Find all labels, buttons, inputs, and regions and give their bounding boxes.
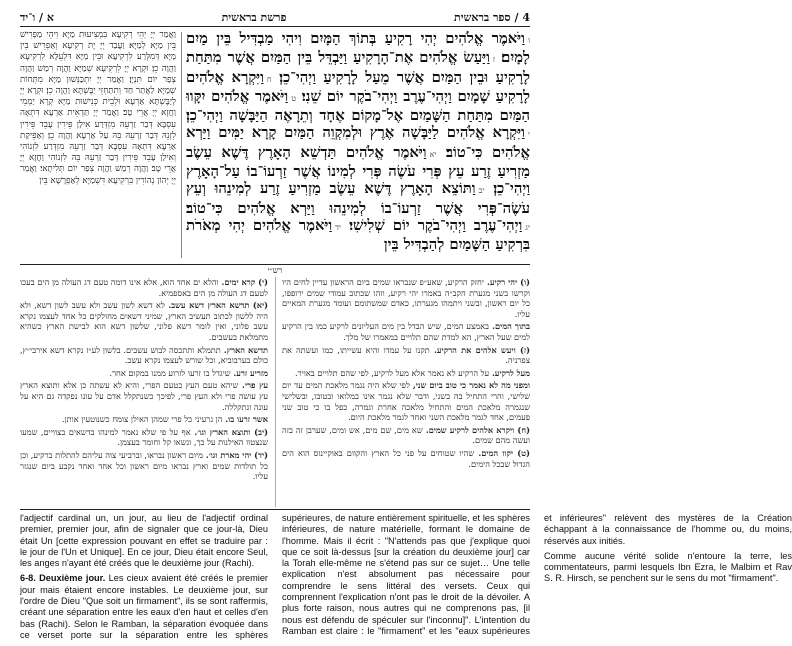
torah-text bbox=[186, 30, 530, 262]
verse-text: וַיֹּאמֶר אֱלֹהִים יִקָּווּ הַמַּיִם מִתַּחַת הַשָּׁמַיִם אֶל־מָקוֹם אֶחָד וְתֵרָאֶה הַיַּבָּשָׁה וַיְהִי־כֵן׃ bbox=[186, 87, 530, 125]
verse-number: יד bbox=[335, 222, 342, 232]
rashi-commentary bbox=[20, 277, 530, 507]
verse-text: וַתּוֹצֵא הָאָרֶץ דֶּשֶׁא עֵשֶׂב מַזְרִיעַ זֶרַע לְמִינֵהוּ וְעֵץ עֹשֶׂה־פְּרִי אֲשֶׁר זַרְעוֹ־בוֹ לְמִינֵהוּ וַיַּרְא אֱלֹהִים כִּי־טוֹב׃ bbox=[186, 180, 530, 217]
rashi-entry bbox=[20, 380, 268, 412]
verse-number: ז bbox=[492, 55, 496, 65]
verse-number: ח bbox=[266, 74, 272, 84]
rashi-entry bbox=[20, 368, 268, 379]
french-paragraph bbox=[544, 551, 792, 585]
rashi-lemma: (י) קרא ימים. bbox=[218, 277, 268, 287]
rashi-entry bbox=[282, 277, 530, 319]
rashi-lemma: (יא) תדשא הארץ דשא עשב. bbox=[164, 300, 268, 311]
rashi-title: רש״י bbox=[20, 264, 530, 277]
targum-column bbox=[20, 30, 176, 262]
verse-text: וַיִּקְרָא אֱלֹהִים לַיַּבָּשָׁה אֶרֶץ וּלְמִקְוֵה הַמַּיִם קָרָא יַמִּים וַיַּרְא אֱלֹהִים כִּי־טוֹב׃ bbox=[186, 124, 530, 161]
rashi-lemma: (ח) ויקרא אלהים לרקיע שמים. bbox=[422, 424, 530, 435]
rashi-text: שיגדל בו זרעו לזרוע ממנו במקום אחר. bbox=[109, 367, 231, 378]
running-header bbox=[20, 8, 530, 27]
rashi-text: באמצע המים, שיש הבדל בין מים העליונים לרקיע כמו בין הרקיע למים שעל הארץ, הא למדת שהם תלויים במאמרו של מלך. bbox=[282, 321, 530, 342]
rashi-text: על הרקיע לא נאמר אלא מעל לרקיע, לפי שהם תלויים באויר. bbox=[295, 367, 490, 378]
rashi-entry bbox=[282, 380, 530, 422]
verse-number: י bbox=[527, 130, 530, 140]
rashi-text: לפי שלא היה נגמר מלאכת המים עד יום שלישי, והרי התחיל בה בשני, ודבר שלא נגמר אינו במלואו ובטובו, ובשלישי שנגמרה מלאכת המים והתחיל מלאכה אחרת וגמרה, כפל בו כי טוב שני פעמים, אחד לגמר מלאכת השני ואחד לגמר מלאכת היום. bbox=[282, 380, 530, 423]
torah-verse bbox=[341, 217, 530, 234]
french-heading: 6-8. Deuxième jour. bbox=[20, 573, 106, 584]
french-text: l'adjectif cardinal un, un jour, au lieu de l'adjectif ordinal premier, premier jour, afin de signaler que ce jour-là, Dieu était Un [cette expression pouvant en effet se traduire par : le jour de l'Un et Unique]. En ce jour, Dieu était encore Seul, les anges n'ayant été créés que le deuxième jour (Rachi). bbox=[20, 513, 268, 569]
targum-text: וַאֲמַר יְיָ יְהֵי רְקִיעָא בִּמְצִיעוּת מַיָּא וִיהֵי מַפְרִישׁ בֵּין מַיָּא לְמַיָּא׃ וַעֲבַד יְיָ יָת רְקִיעָא וְאַפְרֵישׁ בֵּין מַיָּא דְּמִלְּרַע לִרְקִיעָא וּבֵין מַיָּא דִּלְעֵלָּא לִרְקִיעָא וַהֲוָה כֵן׃ וּקְרָא יְיָ לִרְקִיעָא שְׁמַיָּא וַהֲוָה רְמַשׁ וַהֲוָה צְפַר יוֹם תִּנְיָן׃ וַאֲמַר יְיָ יִתְכַּנְּשׁוּן מַיָּא מִתְּחוֹת שְׁמַיָּא לַאֲתַר חַד וְתִתַחְזֵי יַבֶּשְׁתָּא וַהֲוָה כֵן׃ וּקְרָא יְיָ לְיַבֶּשְׁתָּא אַרְעָא וּלְבֵית כְּנִישׁוּת מַיָּא קְרָא יַמְמֵי וַחֲזָא יְיָ אֲרֵי טָב׃ וַאֲמַר יְיָ תַּדְאֵית אַרְעָא דִּתְאָה עִסְבָּא דְּבַר זַרְעֵהּ מִזְדְּרַע אִילַן פֵּירִין עָבֵד פֵּירִין לִזְנֵהּ דְּבַר זַרְעֵהּ בֵּהּ עַל אַרְעָא וַהֲוָה כֵן׃ וְאַפֵּיקַת אַרְעָא דִּתְאָה עִסְבָּא דְּבַר זַרְעֵהּ מִזְדְּרַע לִזְנוֹהִי וְאִילַן עָבֵד פֵּירִין דְּבַר זַרְעֵהּ בֵּהּ לִזְנוֹהִי וַחֲזָא יְיָ אֲרֵי טָב׃ וַהֲוָה רְמַשׁ וַהֲוָה צְפַר יוֹם תְּלִיתָאי׃ וַאֲמַר יְיָ יְהוֹן נְהוֹרִין בִּרְקִיעָא דִּשְׁמַיָּא לְאַפְרָשָׁא בֵּין bbox=[20, 30, 176, 186]
rashi-text: תתמלא ותתכסה לבוש עשבים. בלשון לע״ז נקרא דשא אירבי״ץ, כולם בערבוביא, וכל שורש לעצמו נקרא עשב. bbox=[20, 344, 268, 366]
verse-text: וַיִּקְרָא אֱלֹהִים לָרָקִיעַ שָׁמָיִם וַיְהִי־עֶרֶב וַיְהִי־בֹקֶר יוֹם שֵׁנִי׃ bbox=[186, 68, 531, 105]
rashi-entry bbox=[20, 427, 268, 448]
rashi-text: שהיו שטוחים על פני כל הארץ והקוום באוקיינוס הוא הים הגדול שבכל הימים. bbox=[282, 447, 530, 469]
rashi-text: הן גרעיני כל פרי שמהן האילן צומח כשנוטעין אותן. bbox=[61, 414, 223, 425]
header-book-title: 4 / ספר בראשית bbox=[454, 10, 530, 24]
rashi-lemma: אשר זרעו בו. bbox=[222, 414, 268, 425]
rashi-entry bbox=[20, 414, 268, 425]
verse-text: וַיֹּאמֶר אֱלֹהִים יְהִי מְאֹרֹת בִּרְקִיעַ הַשָּׁמַיִם לְהַבְדִּיל בֵּין bbox=[186, 216, 530, 254]
rashi-entry bbox=[20, 277, 268, 298]
verse-number: ט bbox=[291, 93, 297, 103]
rashi-text: אף על פי שלא נאמר למינהו בדשאים בצוויים, שמעו שנצטוו האילנות על כך, ונשאו קל וחומר בעצמן. bbox=[20, 426, 268, 448]
verse-number: יב bbox=[478, 186, 485, 196]
french-text: Comme aucune vérité solide n'entoure la terre, les commentateurs, parmi lesquels Ibn Ezra, le Malbim et Rav S. R. Hirsch, se penchent sur le sens du mot "firmament". bbox=[544, 550, 792, 584]
rashi-text: שיהא טעם העץ כטעם הפרי, והיא לא עשתה כן אלא ותוצא הארץ עץ עושה פרי ולא העץ פרי, לפיכך כשנתקלל אדם על עונו נפקדה גם היא על עונה ונתקללה. bbox=[20, 380, 268, 412]
rashi-entry bbox=[282, 448, 530, 469]
rashi-text: מיום ראשון נבראו, וברביעי צוה עליהם להתלות ברקיע, וכן כל תולדות שמים וארץ נבראו מיום ראשון וכל אחד ואחד נקבע ביום שנגזר עליו. bbox=[19, 449, 268, 482]
torah-verse bbox=[186, 180, 530, 216]
rashi-lemma: (ו) יהי רקיע. bbox=[484, 277, 530, 287]
rashi-lemma: (יב) ותוצא הארץ וגו׳. bbox=[190, 426, 268, 437]
rashi-lemma: תדשא הארץ. bbox=[220, 344, 268, 355]
rashi-entry bbox=[20, 300, 268, 342]
rashi-lemma: ומפני מה לא נאמר כי טוב ביום שני, bbox=[409, 380, 530, 391]
rashi-text: תקנו על עמדו והיא עשייתו, כמו ועשתה את צפרניה. bbox=[282, 344, 530, 366]
header-parsha-title: פרשת בראשית bbox=[221, 10, 287, 24]
rashi-lemma: עץ פרי. bbox=[238, 380, 268, 391]
rashi-entry bbox=[282, 368, 530, 379]
french-paragraph bbox=[20, 513, 268, 569]
verse-text: וַיְהִי־עֶרֶב וַיְהִי־בֹקֶר יוֹם שְׁלִישִׁי׃ bbox=[341, 216, 523, 234]
rashi-lemma: בתוך המים. bbox=[488, 321, 530, 332]
rashi-text: שא מים, שם מים, אש ומים, שערבן זה בזה ועשה מהם שמים. bbox=[282, 424, 530, 446]
rashi-entry bbox=[282, 321, 530, 342]
rashi-text: יחזק הרקיע, שאע״פ שנבראו שמים ביום הראשון עדיין לחים היו וקרשו בשני מגערת הקב״ה באמרו יהי רקיע, וזהו שכתוב עמודי שמים ירופפו, כל יום ראשון, ובשני ויתמהו מגערתו, כאדם שמשתומם ועומד מגערת המאיים עליו. bbox=[282, 277, 530, 319]
rashi-lemma: מעל לרקיע. bbox=[489, 367, 530, 378]
rashi-entry bbox=[20, 345, 268, 366]
section-divider bbox=[20, 509, 530, 510]
verse-text: וַיֹּאמֶר אֱלֹהִים יְהִי רָקִיעַ בְּתוֹךְ הַמָּיִם וִיהִי מַבְדִּיל בֵּין מַיִם לָמָיִם׃ bbox=[186, 30, 530, 67]
verse-number: יג bbox=[525, 222, 530, 232]
header-chapter-range: א / ו־יד bbox=[20, 10, 54, 24]
verse-text: וַיַּעַשׂ אֱלֹהִים אֶת־הָרָקִיעַ וַיַּבְדֵּל בֵּין הַמַּיִם אֲשֶׁר מִתַּחַת לָרָקִיעַ וּבֵין הַמַּיִם אֲשֶׁר מֵעַל לָרָקִיעַ וַיְהִי־כֵן׃ bbox=[186, 49, 530, 86]
verse-number: יא bbox=[429, 149, 437, 159]
column-divider bbox=[181, 32, 182, 258]
rashi-lemma: (ז) ויעש אלהים את הרקיע. bbox=[429, 344, 530, 355]
rashi-lemma: (יד) יהי מארת וגו׳. bbox=[203, 449, 268, 460]
rashi-entry bbox=[20, 450, 268, 482]
rashi-entry bbox=[282, 425, 530, 446]
rashi-lemma: (ט) יקוו המים. bbox=[474, 447, 530, 458]
french-text: Les cieux avaient été créés le premier jour mais étaient encore instables. Le deuxième jour, sur l'ordre de Dieu "Que soit un firmament", ils se sont raffermis, créant une séparation entre les eaux d'en haut et celles d'en bas (Rachi). Selon le Ramban, la séparation évoquée dans ce verset porte sur la séparation entre les sphères supérieures, de nature entièrement spirituelle, et les sphères inférieures, de nature matérielle, formant le domaine de l'homme. Mais il écrit : "N'attends pas que j'explique quoi que ce soit là-dessus [sur la création du deuxième jour] car la Torah elle-même ne s'étend pas sur ce sujet… Une telle explication n'est absolument pas nécessaire pour comprendre le sens littéral des versets. Ceux qui comprennent l'explication n'ont pas le droit de la dévoiler. A plus forte raison, nous autres qui ne comprenons pas, [il nous est défendu de spéculer sur l'inconnu]". L'intention du Ramban est claire : le "firmament" et les "eaux supérieures et inférieures" relèvent des mystères de la Création échappant à la connaissance de l'homme ou, du moins, réservés aux initiés. bbox=[20, 513, 792, 640]
rashi-lemma: מזריע זרע. bbox=[230, 367, 268, 378]
main-text-area bbox=[20, 30, 530, 262]
rashi-entry bbox=[282, 345, 530, 366]
french-commentary bbox=[20, 513, 792, 643]
verse-number: ו bbox=[527, 36, 530, 45]
verse-text: וַיֹּאמֶר אֱלֹהִים תַּדְשֵׁא הָאָרֶץ דֶּשֶׁא עֵשֶׂב מַזְרִיעַ זֶרַע עֵץ פְּרִי עֹשֶׂה פְּרִי לְמִינוֹ אֲשֶׁר זַרְעוֹ־בוֹ עַל־הָאָרֶץ וַיְהִי־כֵן׃ bbox=[186, 143, 530, 198]
rashi-text: והלא ים אחד הוא, אלא אינו דומה טעם דג העולה מן הים בעכו לטעם דג העולה מן הים באספמיא. bbox=[20, 277, 268, 298]
rashi-text: לא דשא לשון עשב ולא עשב לשון דשא, ולא היה ללשון לכתוב תעשיב הארץ, שמיני דשאים מחולקים כל אחד לעצמו נקרא עשב פלוני, ואין לומר דשא פלוני, שלשון דשא הוא לבישת הארץ כשהיא מתמלאת בעשבים. bbox=[20, 300, 268, 342]
